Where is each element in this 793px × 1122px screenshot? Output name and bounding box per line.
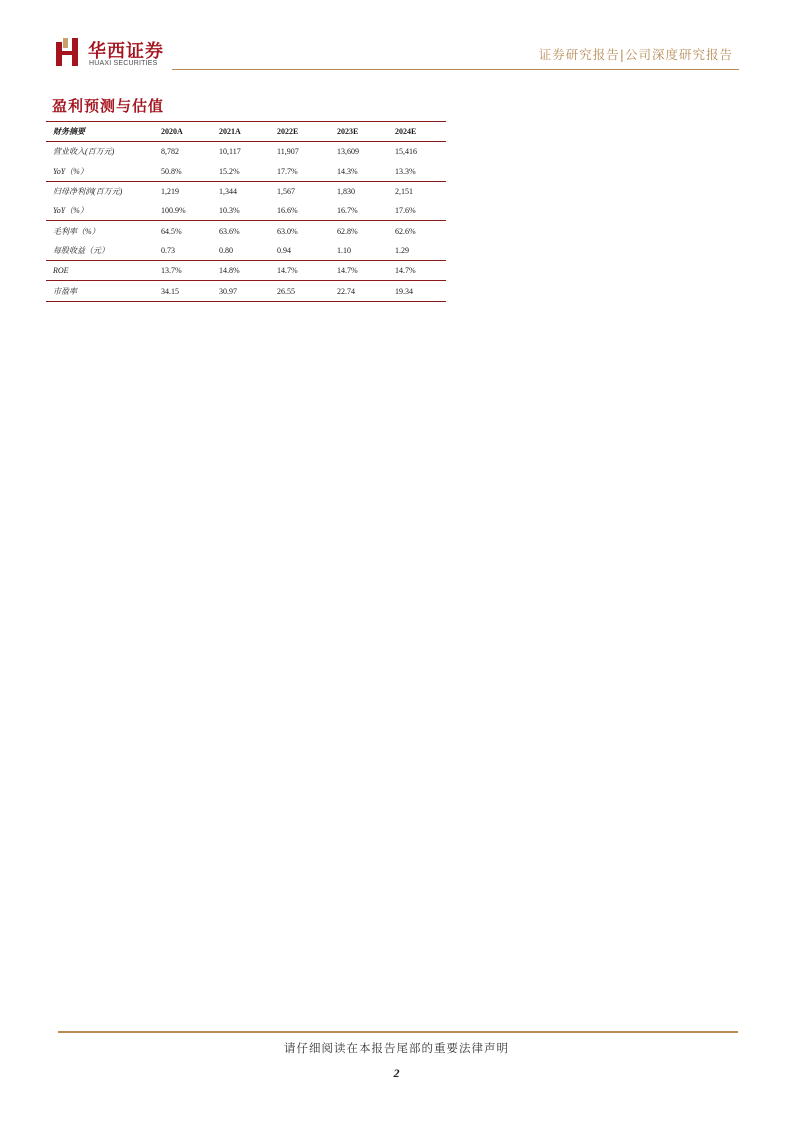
table-row: [46, 162, 446, 182]
logo-english-name: HUAXI SECURITIES: [89, 60, 158, 67]
table-cell: 63.0%: [277, 226, 298, 236]
table-cell: 1,830: [337, 187, 355, 197]
table-cell: 16.6%: [277, 206, 298, 216]
table-cell: 19.34: [395, 286, 413, 296]
table-cell: 14.7%: [277, 266, 298, 276]
table-cell: 50.8%: [161, 166, 182, 176]
table-cell: 1,567: [277, 187, 295, 197]
table-row: [46, 261, 446, 281]
table-row: [46, 281, 446, 301]
table-cell: 15,416: [395, 147, 417, 157]
table-row: [46, 181, 446, 201]
table-cell: 14.7%: [395, 266, 416, 276]
table-cell: 11,907: [277, 147, 299, 157]
table-cell: 100.9%: [161, 206, 186, 216]
header-cell-2021a: 2021A: [219, 127, 241, 137]
table-cell: 8,782: [161, 147, 179, 157]
table-cell: 17.7%: [277, 166, 298, 176]
table-cell: 13,609: [337, 147, 359, 157]
report-type-label: 证券研究报告|公司深度研究报告: [538, 47, 733, 62]
row-label: 市盈率: [53, 286, 77, 296]
table-cell: 1,219: [161, 187, 179, 197]
logo-chinese-name: 华西证券: [88, 41, 164, 62]
table-cell: 10,117: [219, 147, 241, 157]
row-label: 营业收入(百万元): [53, 147, 115, 157]
page-header: [0, 0, 793, 72]
header-cell-2020a: 2020A: [161, 127, 183, 137]
table-cell: 1.29: [395, 245, 409, 255]
header-cell-label: 财务摘要: [53, 127, 85, 137]
table-cell: 16.7%: [337, 206, 358, 216]
row-label: ROE: [53, 266, 69, 276]
row-label: YoY（%）: [53, 206, 88, 216]
header-cell-2024e: 2024E: [395, 127, 417, 137]
header-cell-2023e: 2023E: [337, 127, 359, 137]
financial-summary-table: [46, 121, 446, 302]
table-cell: 0.80: [219, 245, 233, 255]
table-cell: 1.10: [337, 245, 351, 255]
row-label: 归母净利润(百万元): [53, 187, 123, 197]
huaxi-logo-icon: [55, 38, 81, 66]
table-cell: 0.73: [161, 245, 175, 255]
table-header-row: [46, 122, 446, 142]
table-row: [46, 221, 446, 241]
section-title: 盈利预测与估值: [52, 97, 165, 115]
row-label: 毛利率（%）: [53, 226, 100, 236]
row-label: YoY（%）: [53, 166, 88, 176]
table-cell: 10.3%: [219, 206, 240, 216]
table-cell: 13.7%: [161, 266, 182, 276]
table-cell: 2,151: [395, 187, 413, 197]
table-cell: 17.6%: [395, 206, 416, 216]
table-cell: 14.8%: [219, 266, 240, 276]
table-cell: 64.5%: [161, 226, 182, 236]
table-cell: 13.3%: [395, 166, 416, 176]
legal-disclaimer: 请仔细阅读在本报告尾部的重要法律声明: [284, 1041, 509, 1055]
header-divider: [172, 69, 739, 70]
table-row: [46, 142, 446, 162]
table-cell: 0.94: [277, 245, 291, 255]
footer-divider: [58, 1031, 738, 1033]
table-cell: 22.74: [337, 286, 355, 296]
table-cell: 15.2%: [219, 166, 240, 176]
table-cell: 62.6%: [395, 226, 416, 236]
table-cell: 30.97: [219, 286, 237, 296]
table-row: [46, 201, 446, 221]
table-cell: 14.7%: [337, 266, 358, 276]
table-cell: 63.6%: [219, 226, 240, 236]
table-cell: 1,344: [219, 187, 237, 197]
header-cell-2022e: 2022E: [277, 127, 299, 137]
table-cell: 62.8%: [337, 226, 358, 236]
table-cell: 34.15: [161, 286, 179, 296]
row-label: 每股收益（元）: [53, 245, 109, 255]
page-number: 2: [393, 1066, 400, 1080]
table-row: [46, 241, 446, 261]
table-cell: 26.55: [277, 286, 295, 296]
table-cell: 14.3%: [337, 166, 358, 176]
